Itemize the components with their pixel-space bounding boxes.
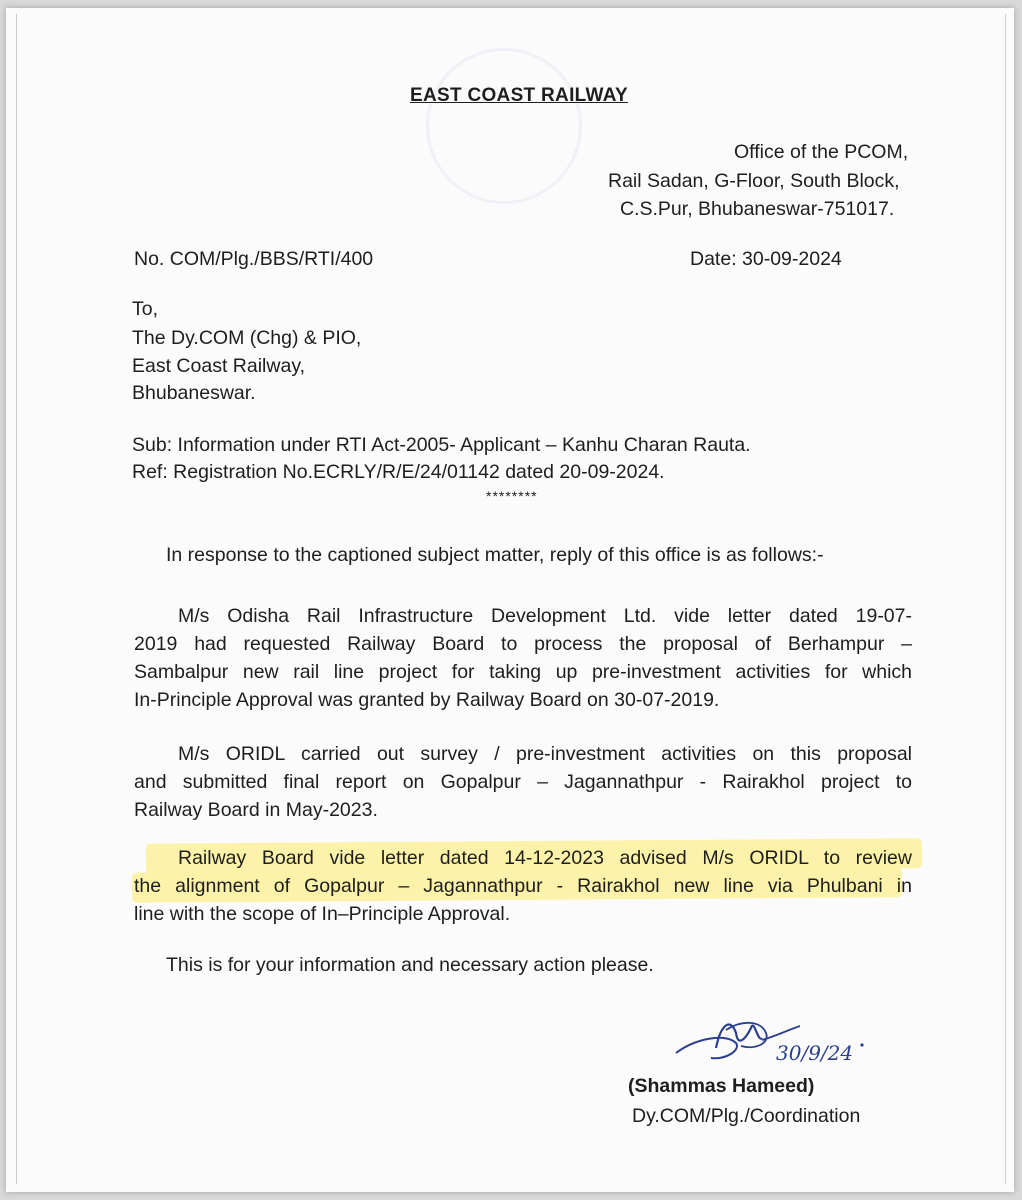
addressee-line-1: To, [132, 298, 159, 320]
intro-paragraph: In response to the captioned subject matter, reply of this office is as follows:- [166, 544, 824, 566]
letter-date: Date: 30-09-2024 [690, 248, 842, 270]
para2-line-2: and submitted final report on Gopalpur – Jagannathpur - Rairakhol project to [134, 771, 912, 793]
para3-line-1: Railway Board vide letter dated 14-12-2023 advised M/s ORIDL to review [178, 847, 912, 869]
para1-line-1: M/s Odisha Rail Infrastructure Development Ltd. vide letter dated 19-07- [178, 605, 912, 627]
letter-heading: EAST COAST RAILWAY [410, 85, 628, 106]
para1-line-3: Sambalpur new rail line project for taking up pre-investment activities for which [134, 661, 912, 683]
para1-line-2: 2019 had requested Railway Board to process the proposal of Berhampur – [134, 633, 912, 655]
subject-line: Sub: Information under RTI Act-2005- Applicant – Kanhu Charan Rauta. [132, 434, 751, 456]
letter-page [6, 8, 1014, 1192]
office-line-1: Office of the PCOM, [734, 141, 909, 163]
para1-line-4: In-Principle Approval was granted by Railway Board on 30-07-2019. [134, 689, 720, 711]
para2-line-3: Railway Board in May-2023. [134, 799, 378, 821]
addressee-line-2: The Dy.COM (Chg) & PIO, [132, 327, 362, 349]
faded-stamp [426, 48, 582, 204]
office-line-2: Rail Sadan, G-Floor, South Block, [608, 170, 900, 192]
para2-line-1: M/s ORIDL carried out survey / pre-investment activities on this proposal [178, 743, 912, 765]
separator-stars: ******** [486, 488, 538, 504]
signature-date-text: 30/9/24 [776, 1041, 854, 1065]
addressee-line-4: Bhubaneswar. [132, 382, 256, 404]
signatory-designation: Dy.COM/Plg./Coordination [632, 1105, 861, 1127]
closing-line: This is for your information and necessary action please. [166, 954, 654, 976]
reference-line: Ref: Registration No.ECRLY/R/E/24/01142 dated 20-09-2024. [132, 461, 665, 483]
para3-line-3: line with the scope of In–Principle Approval. [134, 903, 511, 925]
signatory-name: (Shammas Hameed) [628, 1075, 815, 1097]
office-line-3: C.S.Pur, Bhubaneswar-751017. [620, 198, 895, 220]
letter-ref-number: No. COM/Plg./BBS/RTI/400 [134, 248, 374, 270]
para3-line-2: the alignment of Gopalpur – Jagannathpur - Rairakhol new line via Phulbani in [134, 875, 912, 897]
addressee-line-3: East Coast Railway, [132, 355, 306, 377]
